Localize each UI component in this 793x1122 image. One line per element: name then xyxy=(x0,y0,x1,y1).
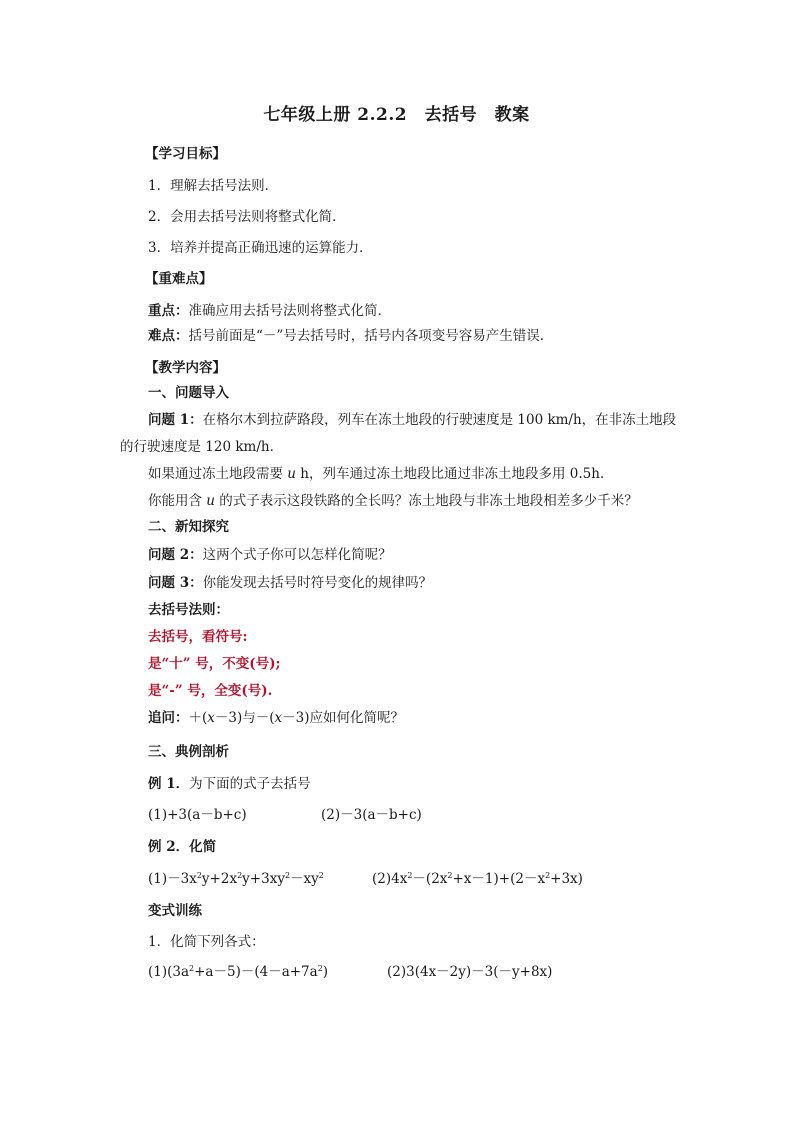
objective-item: 1．理解去括号法则． xyxy=(148,178,279,194)
exponent: 2 xyxy=(196,871,202,880)
objectives-heading: 【学习目标】 xyxy=(145,146,226,162)
key-label: 重点： xyxy=(148,303,189,319)
text-part: +x－1)+(2－x xyxy=(452,871,546,887)
exponent: 2 xyxy=(284,871,291,880)
question-3 xyxy=(148,574,432,592)
objective-item: 2．会用去括号法则将整式化简． xyxy=(148,209,346,225)
question-3-text: 你能发现去括号时符号变化的规律吗？ xyxy=(202,575,433,591)
text-part: (2)4x xyxy=(372,871,408,887)
followup-question xyxy=(148,709,404,727)
expression xyxy=(148,870,324,888)
text-part: (1)(3a xyxy=(148,964,190,980)
text-part: h，列车通过冻土地段比通过非冻土地段多用 0.5h． xyxy=(296,466,614,482)
example-1-label: 例 1． xyxy=(148,776,190,792)
section-heading: 二、新知探究 xyxy=(148,519,229,535)
exponent: 2 xyxy=(237,871,243,880)
variable: x xyxy=(207,710,215,726)
text-part: 如果通过冻土地段需要 xyxy=(148,466,288,482)
paragraph-2 xyxy=(148,492,638,510)
expression: (2)3(4x－2y)－3(－y+8x) xyxy=(387,964,553,980)
rule-heading: 去括号法则： xyxy=(148,602,229,618)
text-part: y+2x xyxy=(201,871,238,887)
section-heading: 一、问题导入 xyxy=(148,385,229,401)
question-3-label: 问题 3： xyxy=(148,575,203,591)
expression: (1)+3(a－b+c) xyxy=(148,807,247,823)
text-part: －3)应如何化简呢？ xyxy=(282,710,405,726)
practice-intro: 1．化简下列各式： xyxy=(148,934,265,950)
text-part: y+3xy xyxy=(242,871,285,887)
rule-line: 是“十” 号，不变(号); xyxy=(148,656,281,672)
practice-heading: 变式训练 xyxy=(148,903,202,919)
text-part: (1)－3x xyxy=(148,871,197,887)
question-1-line1 xyxy=(148,411,676,429)
exponent: 2 xyxy=(317,964,323,973)
exponent: 2 xyxy=(545,871,551,880)
text-part: 你能用含 xyxy=(148,493,207,509)
expression xyxy=(372,870,583,888)
question-1-line2: 的行驶速度是 120 km/h． xyxy=(120,439,284,455)
page-title: 七年级上册 2.2.2 去括号 教案 xyxy=(263,105,530,125)
key-point-line xyxy=(148,302,391,320)
variable: u xyxy=(287,466,296,482)
exponent: 2 xyxy=(407,871,413,880)
question-2 xyxy=(148,546,392,564)
difficulty-label: 难点： xyxy=(148,328,189,344)
rule-line: 去括号，看符号: xyxy=(148,629,248,645)
rule-line: 是“-” 号，全变(号). xyxy=(148,683,273,699)
content-heading: 【教学内容】 xyxy=(145,360,226,376)
variable: x xyxy=(274,710,283,726)
text-part: ＋( xyxy=(188,710,208,726)
text-part: +3x) xyxy=(550,871,583,887)
exponent: 2 xyxy=(318,871,324,880)
expression xyxy=(148,963,328,981)
text-part: －xy xyxy=(290,871,319,887)
question-1-label: 问题 1： xyxy=(148,412,203,428)
variable: u xyxy=(206,493,215,509)
expression: (2)－3(a－b+c) xyxy=(321,807,422,823)
difficulty-text: 括号前面是“－”号去括号时，括号内各项变号容易产生错误． xyxy=(188,328,554,344)
exponent: 2 xyxy=(447,871,453,880)
key-points-heading: 【重难点】 xyxy=(145,271,213,287)
example-2-heading: 例 2．化简 xyxy=(148,839,217,855)
paragraph-1 xyxy=(148,465,613,483)
text-part: －3)与－( xyxy=(214,710,275,726)
exponent: 2 xyxy=(189,964,195,973)
objective-item: 3．培养并提高正确迅速的运算能力． xyxy=(148,240,373,256)
example-1 xyxy=(148,775,311,793)
text-part: －(2x xyxy=(412,871,448,887)
question-1-text: 在格尔木到拉萨路段，列车在冻土地段的行驶速度是 100 km/h，在非冻土地段 xyxy=(202,412,677,428)
question-2-label: 问题 2： xyxy=(148,547,203,563)
section-heading: 三、典例剖析 xyxy=(148,744,229,760)
followup-label: 追问： xyxy=(148,710,189,726)
text-part: +a－5)－(4－a+7a xyxy=(194,964,318,980)
text-part: ) xyxy=(322,964,329,980)
text-part: 的式子表示这段铁路的全长吗？冻土地段与非冻土地段相差多少千米？ xyxy=(215,493,638,509)
key-text: 准确应用去括号法则将整式化简． xyxy=(188,303,391,319)
example-1-text: 为下面的式子去括号 xyxy=(189,776,311,792)
difficulty-line xyxy=(148,327,553,345)
question-2-text: 这两个式子你可以怎样化简呢？ xyxy=(202,547,392,563)
